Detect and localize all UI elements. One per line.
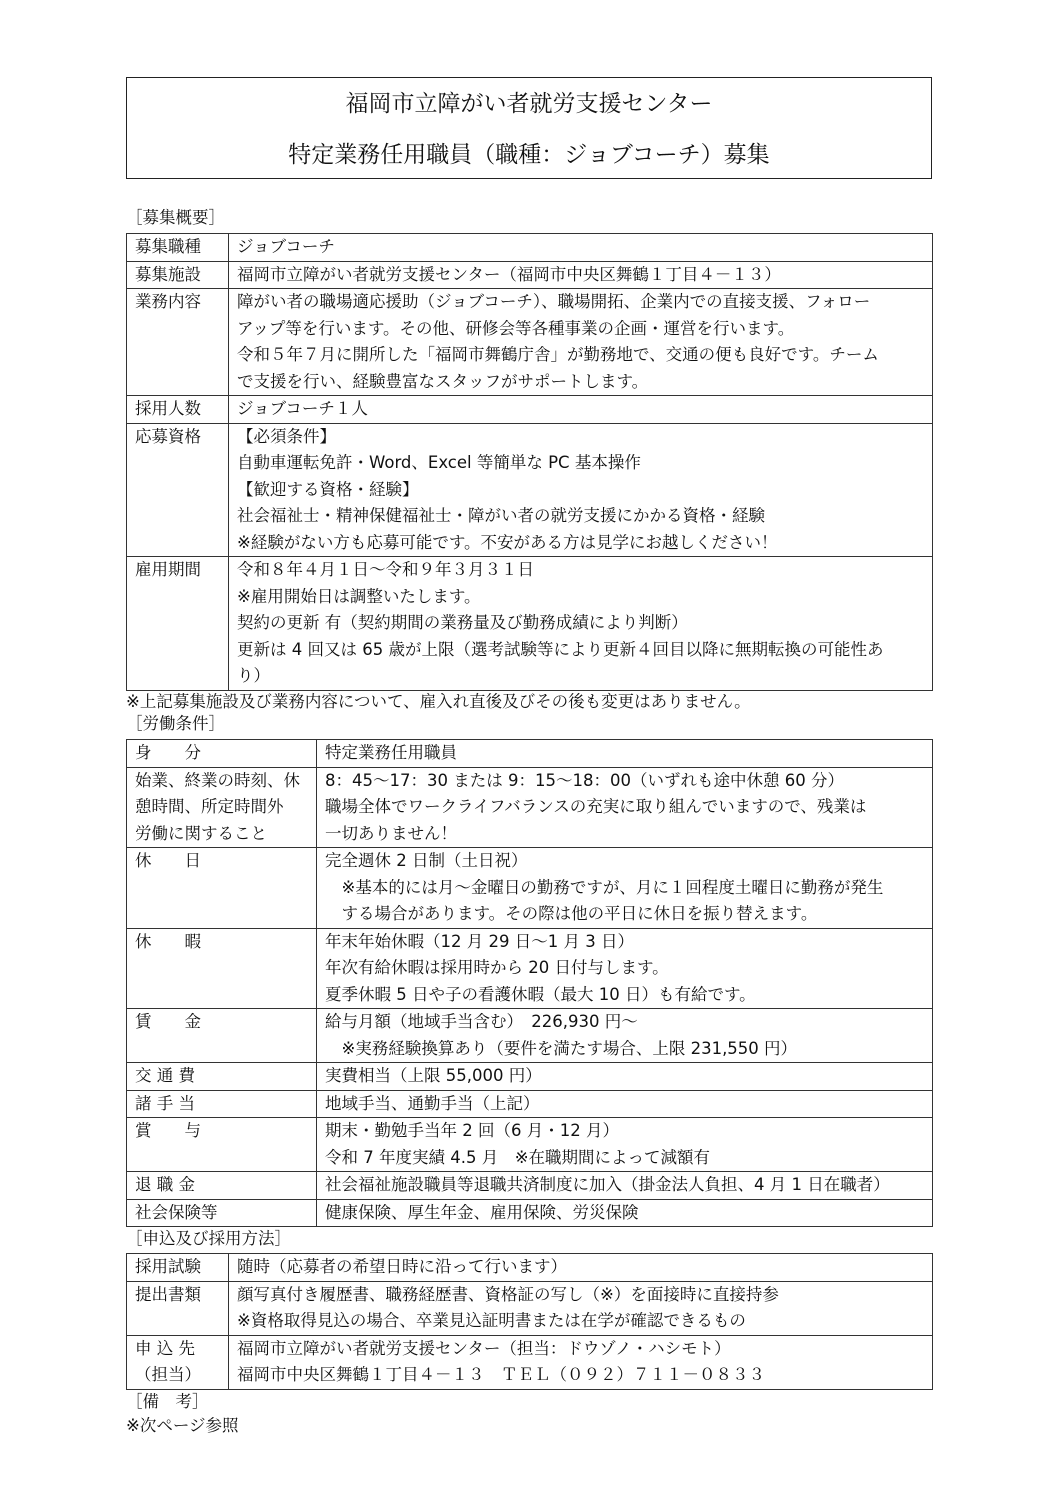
remarks-heading: ［備 考］ bbox=[126, 1392, 209, 1411]
conditions-value-cell bbox=[317, 1118, 933, 1172]
conditions-row bbox=[127, 1063, 933, 1091]
conditions-heading: ［労働条件］ bbox=[126, 714, 225, 733]
conditions-label-cell bbox=[127, 1063, 317, 1091]
overview-value-line: ※雇用開始日は調整いたします。 bbox=[237, 586, 481, 606]
conditions-value-cell bbox=[317, 1063, 933, 1091]
overview-value-line: ジョブコーチ１人 bbox=[237, 399, 368, 418]
conditions-label: 交 通 費 bbox=[135, 1066, 195, 1085]
overview-value-line: 社会福祉士・精神保健福祉士・障がい者の就労支援にかかる資格・経験 bbox=[237, 506, 765, 525]
conditions-value-line: 実費相当（上限 55,000 円） bbox=[325, 1066, 542, 1085]
conditions-row bbox=[127, 1172, 933, 1200]
overview-label-cell bbox=[127, 396, 229, 424]
conditions-value-line: 健康保険、厚生年金、雇用保険、労災保険 bbox=[325, 1202, 639, 1222]
overview-row bbox=[127, 396, 933, 424]
application-row bbox=[127, 1335, 933, 1389]
conditions-value-cell bbox=[317, 1199, 933, 1227]
conditions-value-line: 社会福祉施設職員等退職共済制度に加入（掛金法人負担、4 月 1 日在職者） bbox=[325, 1175, 890, 1194]
overview-value-cell bbox=[229, 289, 933, 396]
overview-value-cell bbox=[229, 396, 933, 424]
conditions-value-cell bbox=[317, 1172, 933, 1200]
conditions-value-line: 年末年始休暇（12 月 29 日～1 月 3 日） bbox=[325, 931, 634, 951]
overview-table bbox=[126, 233, 933, 691]
overview-row bbox=[127, 234, 933, 262]
conditions-label-cell bbox=[127, 1009, 317, 1063]
conditions-value-line: 年次有給休暇は採用時から 20 日付与します。 bbox=[325, 958, 669, 977]
overview-note: ※上記募集施設及び業務内容について、雇入れ直後及びその後も変更はありません。 bbox=[126, 692, 751, 711]
overview-value-line: 更新は 4 回又は 65 歳が上限（選考試験等により更新４回目以降に無期転換の可能性あ bbox=[237, 639, 884, 659]
overview-heading: ［募集概要］ bbox=[126, 208, 225, 227]
overview-value-line: で支援を行い、経験豊富なスタッフがサポートします。 bbox=[237, 371, 649, 391]
conditions-value-line: 8：45～17：30 または 9：15～18：00（いずれも途中休憩 60 分） bbox=[325, 770, 844, 790]
overview-value-line: 障がい者の職場適応援助（ジョブコーチ）、職場開拓、企業内での直接支援、フォロー bbox=[237, 292, 871, 311]
overview-value-line: 福岡市立障がい者就労支援センター（福岡市中央区舞鶴１丁目４－１３） bbox=[237, 264, 781, 284]
application-label: 採用試験 bbox=[135, 1257, 201, 1276]
remarks-text: ※次ページ参照 bbox=[126, 1416, 239, 1435]
conditions-value-cell bbox=[317, 767, 933, 848]
overview-label-cell bbox=[127, 289, 229, 396]
conditions-label-cell bbox=[127, 740, 317, 768]
overview-label: 募集職種 bbox=[135, 237, 201, 256]
overview-value-line: ジョブコーチ bbox=[237, 237, 335, 256]
conditions-label: 身 分 bbox=[135, 743, 201, 762]
overview-value-line: り） bbox=[237, 666, 270, 685]
application-label-cell bbox=[127, 1335, 229, 1389]
conditions-row bbox=[127, 928, 933, 1009]
overview-row bbox=[127, 261, 933, 289]
overview-value-line: アップ等を行います。その他、研修会等各種事業の企画・運営を行います。 bbox=[237, 318, 795, 338]
conditions-value-line: する場合があります。その際は他の平日に休日を振り替えます。 bbox=[325, 904, 818, 923]
overview-label-cell bbox=[127, 423, 229, 557]
conditions-value-line: ※実務経験換算あり（要件を満たす場合、上限 231,550 円） bbox=[325, 1038, 798, 1058]
conditions-value-line: 期末・勤勉手当年 2 回（6 月・12 月） bbox=[325, 1121, 619, 1140]
conditions-value-line: 一切ありません！ bbox=[325, 823, 457, 843]
conditions-label-cell bbox=[127, 1199, 317, 1227]
overview-value-cell bbox=[229, 557, 933, 691]
conditions-value-cell bbox=[317, 1009, 933, 1063]
overview-value-line: 契約の更新 有（契約期間の業務量及び勤務成績により判断） bbox=[237, 613, 688, 632]
title-line-2: 特定業務任用職員（職種：ジョブコーチ）募集 bbox=[288, 142, 770, 168]
conditions-value-line: 令和 7 年度実績 4.5 月 ※在職期間によって減額有 bbox=[325, 1147, 711, 1167]
conditions-row bbox=[127, 848, 933, 929]
conditions-label: 休 日 bbox=[135, 851, 201, 870]
conditions-label-cell bbox=[127, 767, 317, 848]
conditions-label: 社会保険等 bbox=[135, 1202, 218, 1222]
application-table bbox=[126, 1253, 933, 1390]
application-value-line: 福岡市立障がい者就労支援センター（担当：ドウゾノ・ハシモト） bbox=[237, 1338, 731, 1358]
conditions-label: 賃 金 bbox=[135, 1012, 201, 1031]
application-label-cell bbox=[127, 1281, 229, 1335]
overview-row bbox=[127, 289, 933, 396]
application-row bbox=[127, 1281, 933, 1335]
application-label: 申 込 先 bbox=[135, 1338, 195, 1358]
conditions-value-cell bbox=[317, 848, 933, 929]
application-label-cell bbox=[127, 1254, 229, 1282]
conditions-label: 諸 手 当 bbox=[135, 1093, 195, 1113]
application-value-cell bbox=[229, 1254, 933, 1282]
application-heading: ［申込及び採用方法］ bbox=[126, 1229, 291, 1248]
conditions-value-line: 地域手当、通勤手当（上記） bbox=[325, 1093, 540, 1113]
conditions-row bbox=[127, 1090, 933, 1118]
overview-value-line: 令和５年７月に開所した「福岡市舞鶴庁舎」が勤務地で、交通の便も良好です。チーム bbox=[237, 345, 879, 364]
application-value-line: ※資格取得見込の場合、卒業見込証明書または在学が確認できるもの bbox=[237, 1311, 746, 1330]
conditions-value-line: 特定業務任用職員 bbox=[325, 743, 457, 762]
conditions-label: 休 暇 bbox=[135, 931, 201, 951]
application-value-cell bbox=[229, 1281, 933, 1335]
conditions-value-cell bbox=[317, 1090, 933, 1118]
overview-value-cell bbox=[229, 423, 933, 557]
conditions-row bbox=[127, 740, 933, 768]
conditions-row bbox=[127, 1009, 933, 1063]
overview-value-line: 【歓迎する資格・経験】 bbox=[237, 479, 419, 499]
overview-row bbox=[127, 557, 933, 691]
conditions-value-line: 完全週休 2 日制（土日祝） bbox=[325, 851, 528, 870]
overview-value-line: 令和８年４月１日～令和９年３月３１日 bbox=[237, 560, 534, 579]
application-value-line: 顔写真付き履歴書、職務経歴書、資格証の写し（※）を面接時に直接持参 bbox=[237, 1284, 779, 1304]
conditions-table bbox=[126, 739, 933, 1227]
overview-value-line: 【必須条件】 bbox=[237, 426, 336, 446]
conditions-row bbox=[127, 767, 933, 848]
conditions-label-cell bbox=[127, 928, 317, 1009]
conditions-label: 憩時間、所定時間外 bbox=[135, 797, 284, 816]
conditions-value-line: 夏季休暇 5 日や子の看護休暇（最大 10 日）も有給です。 bbox=[325, 984, 756, 1004]
application-label: 提出書類 bbox=[135, 1284, 201, 1304]
overview-label-cell bbox=[127, 557, 229, 691]
overview-label: 雇用期間 bbox=[135, 560, 201, 579]
application-row bbox=[127, 1254, 933, 1282]
conditions-value-line: 給与月額（地域手当含む） 226,930 円～ bbox=[325, 1012, 638, 1031]
conditions-value-line: ※基本的には月～金曜日の勤務ですが、月に１回程度土曜日に勤務が発生 bbox=[325, 877, 884, 897]
conditions-label-cell bbox=[127, 1118, 317, 1172]
conditions-label-cell bbox=[127, 1172, 317, 1200]
application-value-cell bbox=[229, 1335, 933, 1389]
conditions-row bbox=[127, 1118, 933, 1172]
conditions-label: 労働に関すること bbox=[135, 823, 267, 843]
conditions-label: 退 職 金 bbox=[135, 1175, 195, 1194]
overview-value-cell bbox=[229, 261, 933, 289]
conditions-value-cell bbox=[317, 740, 933, 768]
conditions-label-cell bbox=[127, 1090, 317, 1118]
overview-label: 業務内容 bbox=[135, 292, 201, 311]
conditions-value-cell bbox=[317, 928, 933, 1009]
application-label: （担当） bbox=[135, 1365, 201, 1384]
overview-value-line: 自動車運転免許・Word、Excel 等簡単な PC 基本操作 bbox=[237, 453, 641, 472]
application-value-line: 随時（応募者の希望日時に沿って行います） bbox=[237, 1257, 567, 1276]
overview-label: 募集施設 bbox=[135, 264, 201, 284]
title-box bbox=[126, 77, 932, 179]
conditions-row bbox=[127, 1199, 933, 1227]
overview-value-cell bbox=[229, 234, 933, 262]
conditions-label: 始業、終業の時刻、休 bbox=[135, 770, 300, 790]
overview-row bbox=[127, 423, 933, 557]
overview-value-line: ※経験がない方も応募可能です。不安がある方は見学にお越しください！ bbox=[237, 532, 778, 552]
overview-label-cell bbox=[127, 234, 229, 262]
conditions-value-line: 職場全体でワークライフバランスの充実に取り組んでいますので、残業は bbox=[325, 797, 867, 816]
overview-label: 採用人数 bbox=[135, 399, 201, 418]
title-line-1: 福岡市立障がい者就労支援センター bbox=[345, 91, 713, 117]
application-value-line: 福岡市中央区舞鶴１丁目４－１３ ＴＥＬ（０９２）７１１－０８３３ bbox=[237, 1365, 765, 1384]
conditions-label-cell bbox=[127, 848, 317, 929]
overview-label-cell bbox=[127, 261, 229, 289]
conditions-label: 賞 与 bbox=[135, 1121, 201, 1140]
overview-label: 応募資格 bbox=[135, 426, 201, 446]
